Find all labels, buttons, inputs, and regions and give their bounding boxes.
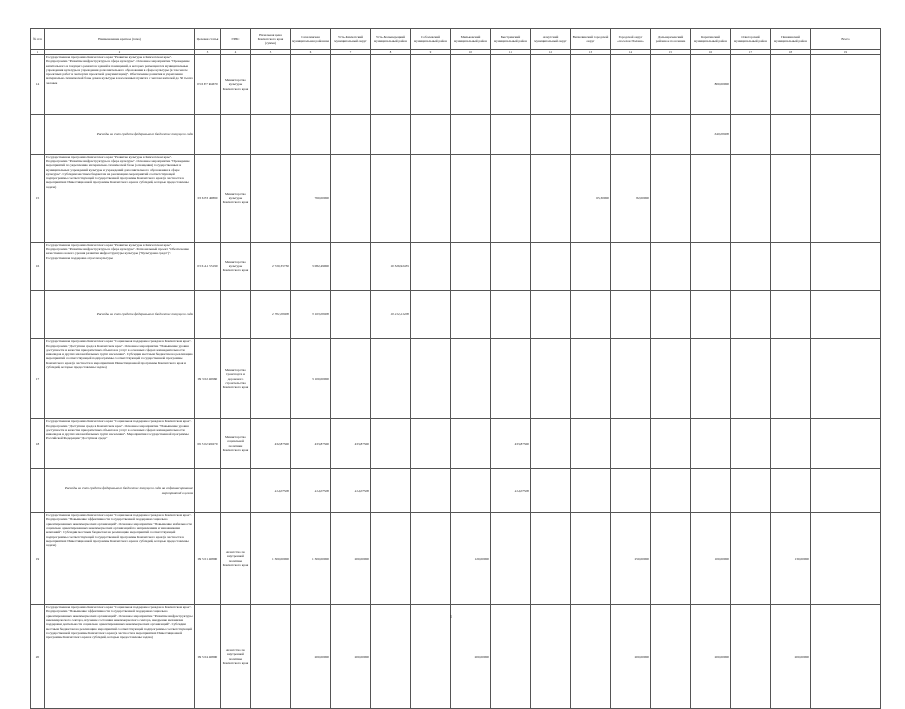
value-cell	[451, 55, 491, 115]
value-cell	[331, 242, 371, 290]
value-cell	[251, 115, 291, 155]
value-cell	[731, 339, 771, 419]
value-cell	[251, 339, 291, 419]
column-number: 14	[611, 50, 651, 55]
row-description: Государственная программа Камчатского края "Социальная поддержка граждан в Камчатском крае". Подпрограмма "Повышение эффективности государственной поддержки социально ориентированных некоммерческих организаций". Основное мероприятие "Развитие инфраструктуры некоммерческого сектора, изучение состояния некоммерческого сектора, внедрение механизма поддержки деятельности социально ориентированных некоммерческих организаций". Субсидии местным бюджетам на реализацию мероприятий соответствующей подпрограммы соответствующей государственной программы Камчатского края (в частности в мероприятиях Инвестиционной программы Камчатского края и субсидий, которые предоставлены задача)	[45, 605, 195, 709]
row-number: 15	[31, 154, 45, 242]
column-header: Карагинский муниципальный район	[691, 29, 731, 50]
value-cell	[531, 55, 571, 115]
value-cell	[291, 55, 331, 115]
value-cell	[251, 55, 291, 115]
target-code: 09 5 01 40890	[195, 513, 221, 605]
column-header: № п/п	[31, 29, 45, 50]
value-cell	[531, 242, 571, 290]
grbs-name: Агентство по внутренней политике Камчатского края	[221, 513, 251, 605]
value-cell: 120,00000	[451, 513, 491, 605]
column-number: 10	[451, 50, 491, 55]
value-cell	[451, 469, 491, 513]
value-cell	[371, 419, 411, 469]
column-header: Усть-Большерецкий муниципальный район	[371, 29, 411, 50]
value-cell	[731, 605, 771, 709]
value-cell	[491, 55, 531, 115]
value-cell	[571, 339, 611, 419]
value-cell	[491, 154, 531, 242]
value-cell	[531, 339, 571, 419]
value-cell	[651, 419, 691, 469]
value-cell	[651, 115, 691, 155]
column-header: ГРБС	[221, 29, 251, 50]
value-cell	[331, 55, 371, 115]
value-cell: 433,87500	[291, 419, 331, 469]
value-cell	[331, 339, 371, 419]
column-number: 1	[31, 50, 45, 55]
value-cell: 200,00000	[291, 605, 331, 709]
value-cell	[451, 339, 491, 419]
value-cell: 200,00000	[451, 605, 491, 709]
page-number: 1	[450, 614, 452, 619]
value-cell	[411, 154, 451, 242]
value-cell	[531, 115, 571, 155]
subtotal-label: Расходы за счет средств федерального бюджета: текущего года на софинансирование мероприятий в целом	[45, 469, 195, 513]
column-number: 16	[691, 50, 731, 55]
column-header: Наименование краткое (тема)	[45, 29, 195, 50]
value-cell	[691, 469, 731, 513]
column-number: 12	[531, 50, 571, 55]
value-cell	[731, 290, 771, 338]
value-cell	[771, 469, 811, 513]
value-cell: 432,87500	[251, 419, 291, 469]
table-row	[31, 242, 881, 290]
value-cell: 10 212,21200	[371, 290, 411, 338]
column-number: 17	[731, 50, 771, 55]
value-cell	[411, 469, 451, 513]
value-cell: 250,00000	[611, 513, 651, 605]
table-row	[31, 605, 881, 709]
row-number: 18	[31, 419, 45, 469]
value-cell	[451, 242, 491, 290]
value-cell: 3 082,49900	[291, 242, 331, 290]
value-cell	[811, 154, 881, 242]
column-header: Быстринский муниципальный район	[491, 29, 531, 50]
value-cell	[611, 115, 651, 155]
value-cell	[451, 115, 491, 155]
value-cell: 3 163,00000	[291, 290, 331, 338]
value-cell	[411, 55, 451, 115]
value-cell	[451, 290, 491, 338]
value-cell	[651, 290, 691, 338]
value-cell	[371, 115, 411, 155]
value-cell	[371, 55, 411, 115]
column-header: Дальнереченский районное поселение	[651, 29, 691, 50]
value-cell	[651, 605, 691, 709]
table-row	[31, 55, 881, 115]
target-code: 09 5 04 40890	[195, 605, 221, 709]
value-cell	[811, 55, 881, 115]
value-cell: 800,00000	[691, 55, 731, 115]
subtotal-label: Расходы за счет средств федерального бюджета: текущего года	[45, 115, 195, 155]
value-cell	[731, 154, 771, 242]
table-row	[31, 419, 881, 469]
value-cell	[411, 115, 451, 155]
value-cell	[651, 242, 691, 290]
column-number: 15	[651, 50, 691, 55]
column-number: 4	[221, 50, 251, 55]
value-cell	[411, 419, 451, 469]
value-cell	[491, 242, 531, 290]
value-cell	[611, 339, 651, 419]
value-cell	[531, 290, 571, 338]
value-cell	[371, 339, 411, 419]
row-number: 20	[31, 605, 45, 709]
value-cell: 1 300,00000	[291, 513, 331, 605]
row-number: 16	[31, 242, 45, 290]
value-cell	[731, 419, 771, 469]
value-cell	[811, 419, 881, 469]
value-cell	[491, 513, 531, 605]
value-cell: 82,00000	[611, 154, 651, 242]
value-cell: 2 720,35730	[251, 242, 291, 290]
value-cell	[651, 55, 691, 115]
value-cell: 1 300,00000	[251, 513, 291, 605]
value-cell	[611, 242, 651, 290]
budget-table	[30, 28, 881, 709]
column-header: Пенжинский муниципальный район	[771, 29, 811, 50]
row-description: Государственная программа Камчатского края "Развитие культуры в Камчатском крае". Подпрограмма "Развитие инфраструктуры в сфере культуры". Основное мероприятие "Проведение мероприятий по укреплению материально-технической базы (оснащения) государственных и муниципальных учреждений культуры и учреждений дополнительного образования в сфере культуры". Субсидии местным бюджетам на реализацию мероприятий соответствующей подпрограммы соответствующей государственной программы Камчатского края (в частности в мероприятиях Инвестиционной программы Камчатского края и субсидий, которые предоставлены задача)	[45, 154, 195, 242]
value-cell	[571, 469, 611, 513]
value-cell: 414,07500	[251, 469, 291, 513]
column-number: 11	[491, 50, 531, 55]
value-cell	[571, 55, 611, 115]
column-number: 3	[195, 50, 221, 55]
value-cell	[331, 115, 371, 155]
value-cell: 200,00000	[611, 605, 651, 709]
value-cell	[411, 605, 451, 709]
value-cell	[371, 513, 411, 605]
column-header: Алеутский муниципальный округ	[531, 29, 571, 50]
blank-cell	[195, 115, 221, 155]
value-cell	[371, 605, 411, 709]
column-header: Сахалинская муниципальная районная	[291, 29, 331, 50]
value-cell: 2 701,00000	[251, 290, 291, 338]
subtotal-label: Расходы за счет средств федерального бюджета: текущего года	[45, 290, 195, 338]
value-cell	[771, 290, 811, 338]
subtotal-row	[31, 290, 881, 338]
value-cell	[731, 115, 771, 155]
value-cell	[491, 605, 531, 709]
value-cell	[531, 419, 571, 469]
value-cell: 130,00000	[771, 513, 811, 605]
value-cell: 100,00000	[691, 513, 731, 605]
column-number: 7	[331, 50, 371, 55]
value-cell	[811, 242, 881, 290]
value-cell	[451, 419, 491, 469]
value-cell	[571, 242, 611, 290]
column-number: 8	[371, 50, 411, 55]
value-cell	[611, 419, 651, 469]
value-cell	[771, 419, 811, 469]
row-description: Государственная программа Камчатского края "Развитие культуры в Камчатском крае". Подпрограмма "Развитие инфраструктуры в сфере культуры". Региональный проект "Обеспечение качественно нового уровня развития инфраструктуры культуры ("Культурная среда")". Государственная поддержка отрасли культуры	[45, 242, 195, 290]
value-cell	[571, 115, 611, 155]
column-header-row	[31, 29, 881, 50]
value-cell	[571, 513, 611, 605]
table-row	[31, 513, 881, 605]
column-number: 6	[291, 50, 331, 55]
value-cell: 10 326,92435	[371, 242, 411, 290]
value-cell	[811, 115, 881, 155]
value-cell	[531, 513, 571, 605]
value-cell	[251, 605, 291, 709]
table-row	[31, 339, 881, 419]
value-cell: 433,87500	[491, 419, 531, 469]
column-number: 2	[45, 50, 195, 55]
column-number: 13	[571, 50, 611, 55]
grbs-name: Агентство по внутренней политике Камчатского края	[221, 605, 251, 709]
value-cell: 200,00000	[331, 605, 371, 709]
value-cell	[531, 154, 571, 242]
value-cell	[531, 469, 571, 513]
blank-cell	[31, 115, 45, 155]
value-cell	[811, 290, 881, 338]
table-row	[31, 154, 881, 242]
value-cell	[811, 469, 881, 513]
value-cell	[691, 290, 731, 338]
column-header: Целевая статья	[195, 29, 221, 50]
value-cell	[491, 290, 531, 338]
row-number: 19	[31, 513, 45, 605]
value-cell	[571, 419, 611, 469]
value-cell	[731, 469, 771, 513]
column-header: Начальная цена Камчатского края (сумма)	[251, 29, 291, 50]
value-cell	[411, 339, 451, 419]
value-cell	[731, 55, 771, 115]
column-header: Городской округ «поселок Палана»	[611, 29, 651, 50]
row-description: Государственная программа Камчатского края "Социальная поддержка граждан в Камчатском крае". Подпрограмма "Доступная среда в Камчатском крае". Основное мероприятие "Повышение уровня доступности и качества приоритетных объектов и услуг в основных сферах жизнедеятельности инвалидов и других маломобильных групп населения". Мероприятия государственной программы Российской Федерации "Доступная среда"	[45, 419, 195, 469]
value-cell	[731, 513, 771, 605]
grbs-name: Министерство культуры Камчатского края	[221, 55, 251, 115]
value-cell: 433,87500	[331, 419, 371, 469]
column-number: 18	[771, 50, 811, 55]
value-cell	[331, 154, 371, 242]
value-cell	[491, 115, 531, 155]
subtotal-row	[31, 115, 881, 155]
value-cell: 3 100,00000	[291, 339, 331, 419]
target-code: 03 6 Е3 40890	[195, 154, 221, 242]
value-cell	[771, 115, 811, 155]
blank-cell	[221, 290, 251, 338]
target-code: 03 6 А1 55190	[195, 242, 221, 290]
target-code: 09 3 02 R0270	[195, 419, 221, 469]
value-cell	[411, 242, 451, 290]
column-header: Соболевский муниципальный район	[411, 29, 451, 50]
blank-cell	[195, 290, 221, 338]
row-number: 17	[31, 339, 45, 419]
column-header: Мильковский муниципальный район	[451, 29, 491, 50]
value-cell: 414,07500	[331, 469, 371, 513]
row-number: 14	[31, 55, 45, 115]
value-cell	[731, 242, 771, 290]
row-description: Государственная программа Камчатского края "Социальная поддержка граждан в Камчатском крае". Подпрограмма "Доступная среда в Камчатском крае". Основное мероприятие "Повышение уровня доступности и качества приоритетных объектов и услуг в основных сферах жизнедеятельности инвалидов и других маломобильных групп населения". Субсидии местным бюджетам на реализацию мероприятий соответствующей подпрограммы соответствующей государственной программы Камчатского края (в частности в мероприятиях Инвестиционной программы Камчатского края и субсидий, которые предоставлены задача)	[45, 339, 195, 419]
value-cell	[651, 513, 691, 605]
blank-cell	[221, 115, 251, 155]
value-cell	[691, 242, 731, 290]
column-number: 9	[411, 50, 451, 55]
value-cell	[491, 339, 531, 419]
value-cell	[651, 154, 691, 242]
value-cell	[611, 469, 651, 513]
value-cell	[691, 419, 731, 469]
blank-cell	[195, 469, 221, 513]
blank-cell	[31, 290, 45, 338]
value-cell	[291, 115, 331, 155]
value-cell: 200,00000	[331, 513, 371, 605]
value-cell	[411, 290, 451, 338]
blank-cell	[221, 469, 251, 513]
value-cell: 760,00000	[291, 154, 331, 242]
column-header: Усть-Камчатский муниципальный округ	[331, 29, 371, 50]
value-cell	[771, 154, 811, 242]
value-cell: 65,30000	[571, 154, 611, 242]
subtotal-row	[31, 469, 881, 513]
blank-cell	[31, 469, 45, 513]
value-cell: 414,07500	[291, 469, 331, 513]
column-number: 19	[811, 50, 881, 55]
value-cell: 640,00000	[691, 115, 731, 155]
target-code: 09 3 02 40960	[195, 339, 221, 419]
value-cell	[611, 290, 651, 338]
value-cell	[611, 55, 651, 115]
budget-table-sheet	[30, 28, 880, 709]
value-cell	[571, 290, 611, 338]
grbs-name: Министерство культуры Камчатского края	[221, 154, 251, 242]
row-description: Государственная программа Камчатского края "Развитие культуры в Камчатском крае". Подпрограмма "Развитие инфраструктуры в сфере культуры". Основное мероприятие "Проведение капитального и текущего ремонтов зданий и помещений, в которых размещаются муниципальные учреждения культуры и учреждения дополнительного образования в сфере культуры (в том числе проектных работ и экспертиз проектной документации)". Обеспечение развития и укрепления материально-технической базы домов культуры в населенных пунктах с числом жителей до 50 тысяч человек	[45, 55, 195, 115]
column-number: 5	[251, 50, 291, 55]
value-cell	[371, 154, 411, 242]
value-cell	[371, 469, 411, 513]
grbs-name: Министерство социальной политики Камчатского края	[221, 419, 251, 469]
row-description: Государственная программа Камчатского края "Социальная поддержка граждан в Камчатском крае". Подпрограмма "Повышение эффективности государственной поддержки социально ориентированных некоммерческих организаций". Основное мероприятие "Повышение мобильности социально ориентированных некоммерческих организаций по направлениям и чиновниками компаний". Субсидии местным бюджетам на реализацию мероприятий соответствующей подпрограммы соответствующей государственной программы Камчатского края (в частности в мероприятиях Инвестиционной программы Камчатского края и субсидий, которые предоставлены задача)	[45, 513, 195, 605]
value-cell	[691, 154, 731, 242]
value-cell: 200,00000	[771, 605, 811, 709]
value-cell	[411, 513, 451, 605]
column-header: Олюторский муниципальный район	[731, 29, 771, 50]
value-cell	[811, 513, 881, 605]
value-cell	[771, 339, 811, 419]
value-cell	[251, 154, 291, 242]
value-cell	[771, 242, 811, 290]
value-cell	[771, 55, 811, 115]
grbs-name: Министерство культуры Камчатского края	[221, 242, 251, 290]
value-cell	[331, 290, 371, 338]
value-cell	[691, 339, 731, 419]
value-cell	[451, 154, 491, 242]
table-body	[31, 55, 881, 709]
value-cell	[571, 605, 611, 709]
value-cell	[651, 339, 691, 419]
value-cell	[651, 469, 691, 513]
grbs-name: Министерство транспорта и дорожного строительства Камчатского края	[221, 339, 251, 419]
value-cell: 200,00000	[691, 605, 731, 709]
target-code: 03 6 Е7 R4670	[195, 55, 221, 115]
column-header: Всего	[811, 29, 881, 50]
column-header: Вилючинский городской округ	[571, 29, 611, 50]
value-cell	[811, 605, 881, 709]
value-cell	[811, 339, 881, 419]
value-cell	[531, 605, 571, 709]
value-cell: 414,07500	[491, 469, 531, 513]
